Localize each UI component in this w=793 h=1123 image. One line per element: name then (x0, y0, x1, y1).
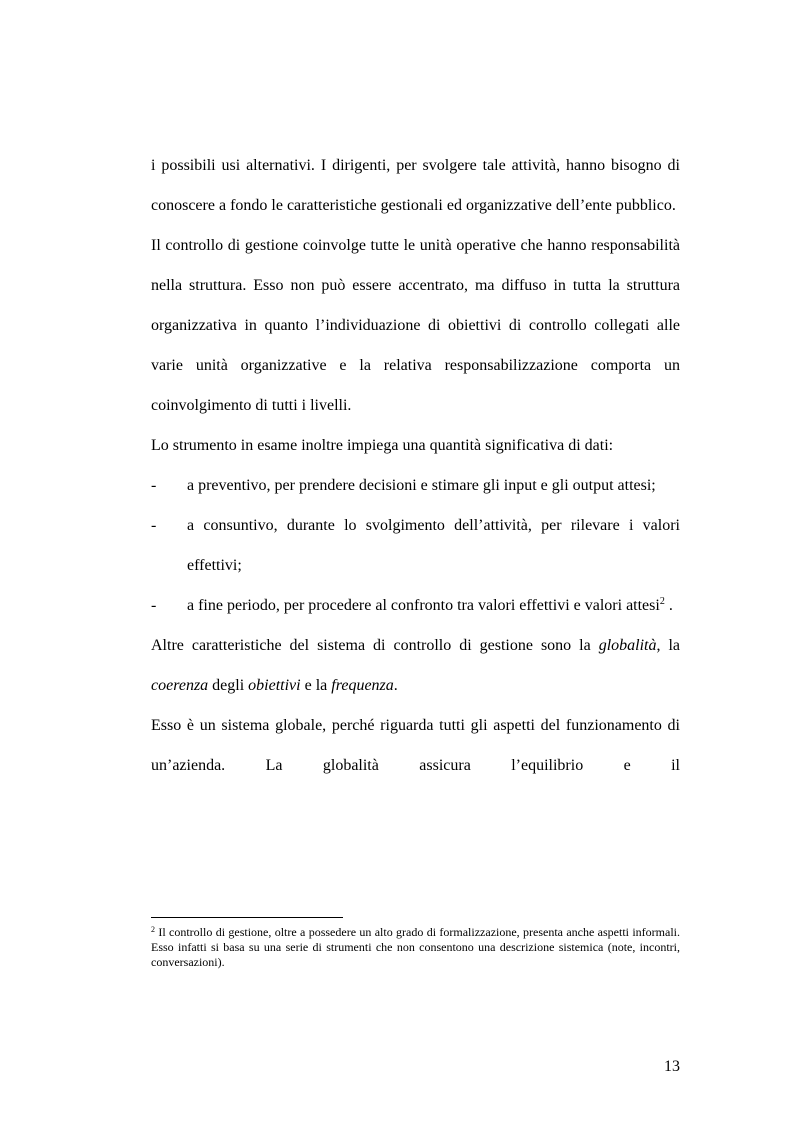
text-run: . (393, 677, 398, 694)
footnote (151, 925, 680, 970)
list-item (151, 466, 680, 506)
list-dash: - (151, 477, 157, 494)
list-item (151, 506, 680, 586)
text-run: , la (656, 637, 680, 654)
body-text (151, 146, 680, 786)
paragraph-caratteristiche (151, 626, 680, 706)
text-run: Altre caratteristiche del sistema di controllo di gestione sono la (151, 637, 599, 654)
text-run: e la (300, 677, 332, 694)
list-item-trailing: . (664, 597, 673, 614)
page-number: 13 (664, 1058, 680, 1075)
paragraph-continuation: i possibili usi alternativi. I dirigenti, per svolgere tale attività, hanno bisogno di conoscere a fondo le caratteristiche gestionali ed organizzative dell’ente pubblico. (151, 157, 680, 214)
list-item-text (187, 586, 680, 626)
term-coerenza: coerenza (151, 677, 209, 694)
list-item-text: a preventivo, per prendere decisioni e stimare gli input e gli output attesi; (187, 477, 656, 494)
paragraph-strumento: Lo strumento in esame inoltre impiega una quantità significativa di dati: (151, 437, 614, 454)
list-dash: - (151, 597, 157, 614)
footnote-text: Il controllo di gestione, oltre a possedere un alto grado di formalizzazione, presenta anche aspetti informali. Esso infatti si basa su una serie di strumenti che non consentono una descrizione sistemica (note, incontri, conversazioni). (151, 925, 680, 969)
list-item-text: a consuntivo, durante lo svolgimento dell’attività, per rilevare i valori effettivi; (187, 517, 680, 574)
term-globalita: globalità (598, 637, 657, 654)
paragraph-controllo-gestione: Il controllo di gestione coinvolge tutte le unità operative che hanno responsabilità nella struttura. Esso non può essere accentrato, ma diffuso in tutta la struttura organizzativa in quanto l’individuazione di obiettivi di controllo collegati alle varie unità organizzative e la relativa responsabilizzazione comporta un coinvolgimento di tutti i livelli. (151, 237, 680, 414)
list-item (151, 586, 680, 626)
term-obiettivi: obiettivi (248, 677, 301, 694)
paragraph-globale: Esso è un sistema globale, perché riguarda tutti gli aspetti del funzionamento di un’azienda. La globalità assicura l’equilibrio e il (151, 717, 680, 774)
list-dash: - (151, 517, 157, 534)
footnote-divider (151, 917, 343, 918)
text-run: degli (208, 677, 249, 694)
term-frequenza: frequenza (331, 677, 394, 694)
list-item-text-main: a fine periodo, per procedere al confronto tra valori effettivi e valori attesi (187, 597, 660, 614)
footnote-number: 2 (151, 925, 155, 934)
footnote-ref[interactable]: 2 (659, 596, 665, 607)
